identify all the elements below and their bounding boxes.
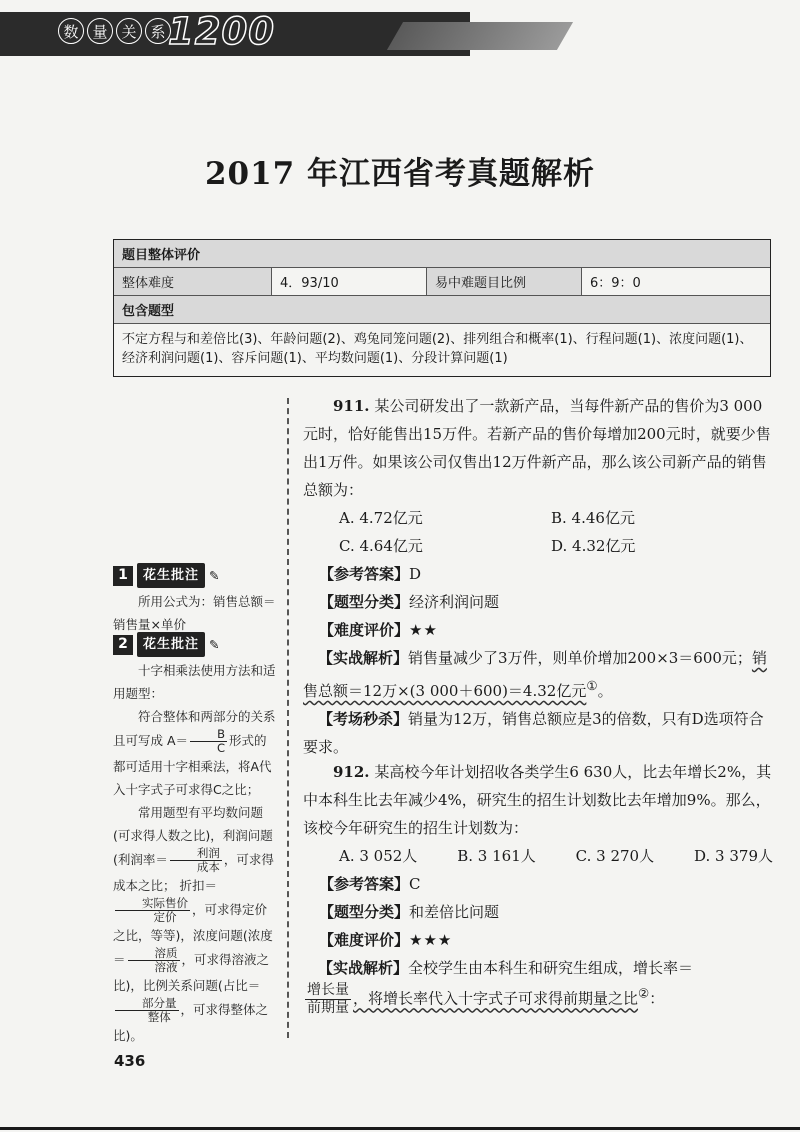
answer: 【参考答案】C — [319, 875, 421, 893]
note-text: 所用公式为：销售总额＝销售量×单价 — [113, 594, 276, 632]
question-type: 【题型分类】经济利润问题 — [319, 593, 500, 611]
options-row — [303, 532, 773, 560]
question-911 — [303, 392, 773, 761]
option-a: A. 4.72亿元 — [339, 509, 423, 527]
book-logo — [58, 18, 171, 44]
page-title: 2017 年江西省考真题解析 — [204, 156, 596, 192]
evaluation-table — [113, 239, 771, 377]
note-text: 十字相乘法使用方法和适用题型： — [113, 663, 276, 701]
options-row — [303, 504, 773, 532]
difficulty-label: 整体难度 — [114, 268, 272, 295]
note-number: 2 — [113, 635, 133, 655]
options-row — [303, 842, 773, 870]
difficulty-value: 4．93/10 — [272, 268, 427, 295]
answer: 【参考答案】D — [319, 565, 422, 583]
option-b: B. 3 161人 — [457, 847, 536, 865]
note-number: 1 — [113, 566, 133, 586]
header-banner-stripe — [387, 22, 573, 50]
note-label: 花生批注 — [137, 632, 205, 657]
logo-char: 关 — [116, 18, 142, 44]
analysis-cont: $\frac{\text{增长量}}{\text{前期量}}$ ，将增长率代入十字式子可求得前期量之比②： — [307, 982, 665, 1016]
difficulty-rating: 【难度评价】★★★ — [319, 931, 453, 949]
column-divider — [287, 398, 289, 1038]
question-type: 【题型分类】和差倍比问题 — [319, 903, 500, 921]
note-text: 符合整体和两部分的关系且可写成 A＝ $\frac{B}{C}$ 形式的都可适用十字相乘法，将A代入十字式子可求得C之比； — [113, 709, 276, 797]
note-label: 花生批注 — [137, 563, 205, 588]
note-text: 常用题型有平均数问题(可求得人数之比)，利润问题(利润率＝ $\frac{\text{利润}}{\text{成本}}$ ，可求得成本之比； 折扣＝ $\frac{\text{实际售价}}{\text{定价}}$ ，可求得定价之比，等等)，浓度问题(浓度＝ $\frac{\text{溶质}}{\text{溶液}}$ ，可求得溶液之比)，比例关系问题(占比＝ $\frac{\text{部分量}}{\text{整体}}$ ，可求得整体之比)。 — [113, 805, 274, 1043]
option-b: B. 4.46亿元 — [551, 509, 635, 527]
question-stem: 912. 某高校今年计划招收各类学生6 630人，比去年增长2%，其中本科生比去年减少4%，研究生的招生计划数比去年增加9%。那么，该校今年研究生的招生计划数为： — [303, 763, 772, 837]
pen-icon: ✎ — [209, 637, 220, 652]
pen-icon: ✎ — [209, 568, 220, 583]
option-c: C. 4.64亿元 — [339, 537, 423, 555]
analysis: 【实战解析】全校学生由本科生和研究生组成，增长率＝ — [318, 959, 694, 977]
logo-char: 系 — [145, 18, 171, 44]
question-stem: 911. 某公司研发出了一款新产品，当每件新产品的售价为3 000元时，恰好能售出15万件。若新产品的售价每增加200元时，就要少售出1万件。如果该公司仅售出12万件新产品，那么该公司新产品的销售总额为： — [303, 397, 771, 499]
table-header: 题目整体评价 — [114, 240, 770, 267]
option-c: C. 3 270人 — [575, 847, 655, 865]
bottom-rule — [0, 1127, 800, 1130]
option-a: A. 3 052人 — [339, 847, 418, 865]
logo-number: 1200 — [168, 10, 275, 53]
ratio-label: 易中难题目比例 — [427, 268, 582, 295]
sidebar-note-2 — [113, 632, 278, 1047]
types-label: 包含题型 — [114, 296, 770, 323]
question-912 — [303, 758, 773, 1017]
types-text: 不定方程与和差倍比(3)、年龄问题(2)、鸡兔同笼问题(2)、排列组合和概率(1)、行程问题(1)、浓度问题(1)、经济利润问题(1)、容斥问题(1)、平均数问题(1)、分段计算问题(1) — [122, 332, 753, 366]
sidebar-note-1 — [113, 563, 278, 636]
quick-trick: 【考场秒杀】销量为12万，销售总额应是3的倍数，只有D选项符合要求。 — [303, 710, 764, 756]
option-d: D. 3 379人 — [694, 847, 773, 865]
option-d: D. 4.32亿元 — [551, 537, 636, 555]
difficulty-rating: 【难度评价】★★ — [319, 621, 438, 639]
ratio-value: 6：9：0 — [590, 276, 641, 291]
page-number: 436 — [114, 1052, 146, 1070]
logo-char: 数 — [58, 18, 84, 44]
analysis: 【实战解析】销售量减少了3万件，则单价增加200×3＝600元；销售总额＝12万×(3 000＋600)＝4.32亿元①。 — [303, 649, 767, 700]
logo-char: 量 — [87, 18, 113, 44]
